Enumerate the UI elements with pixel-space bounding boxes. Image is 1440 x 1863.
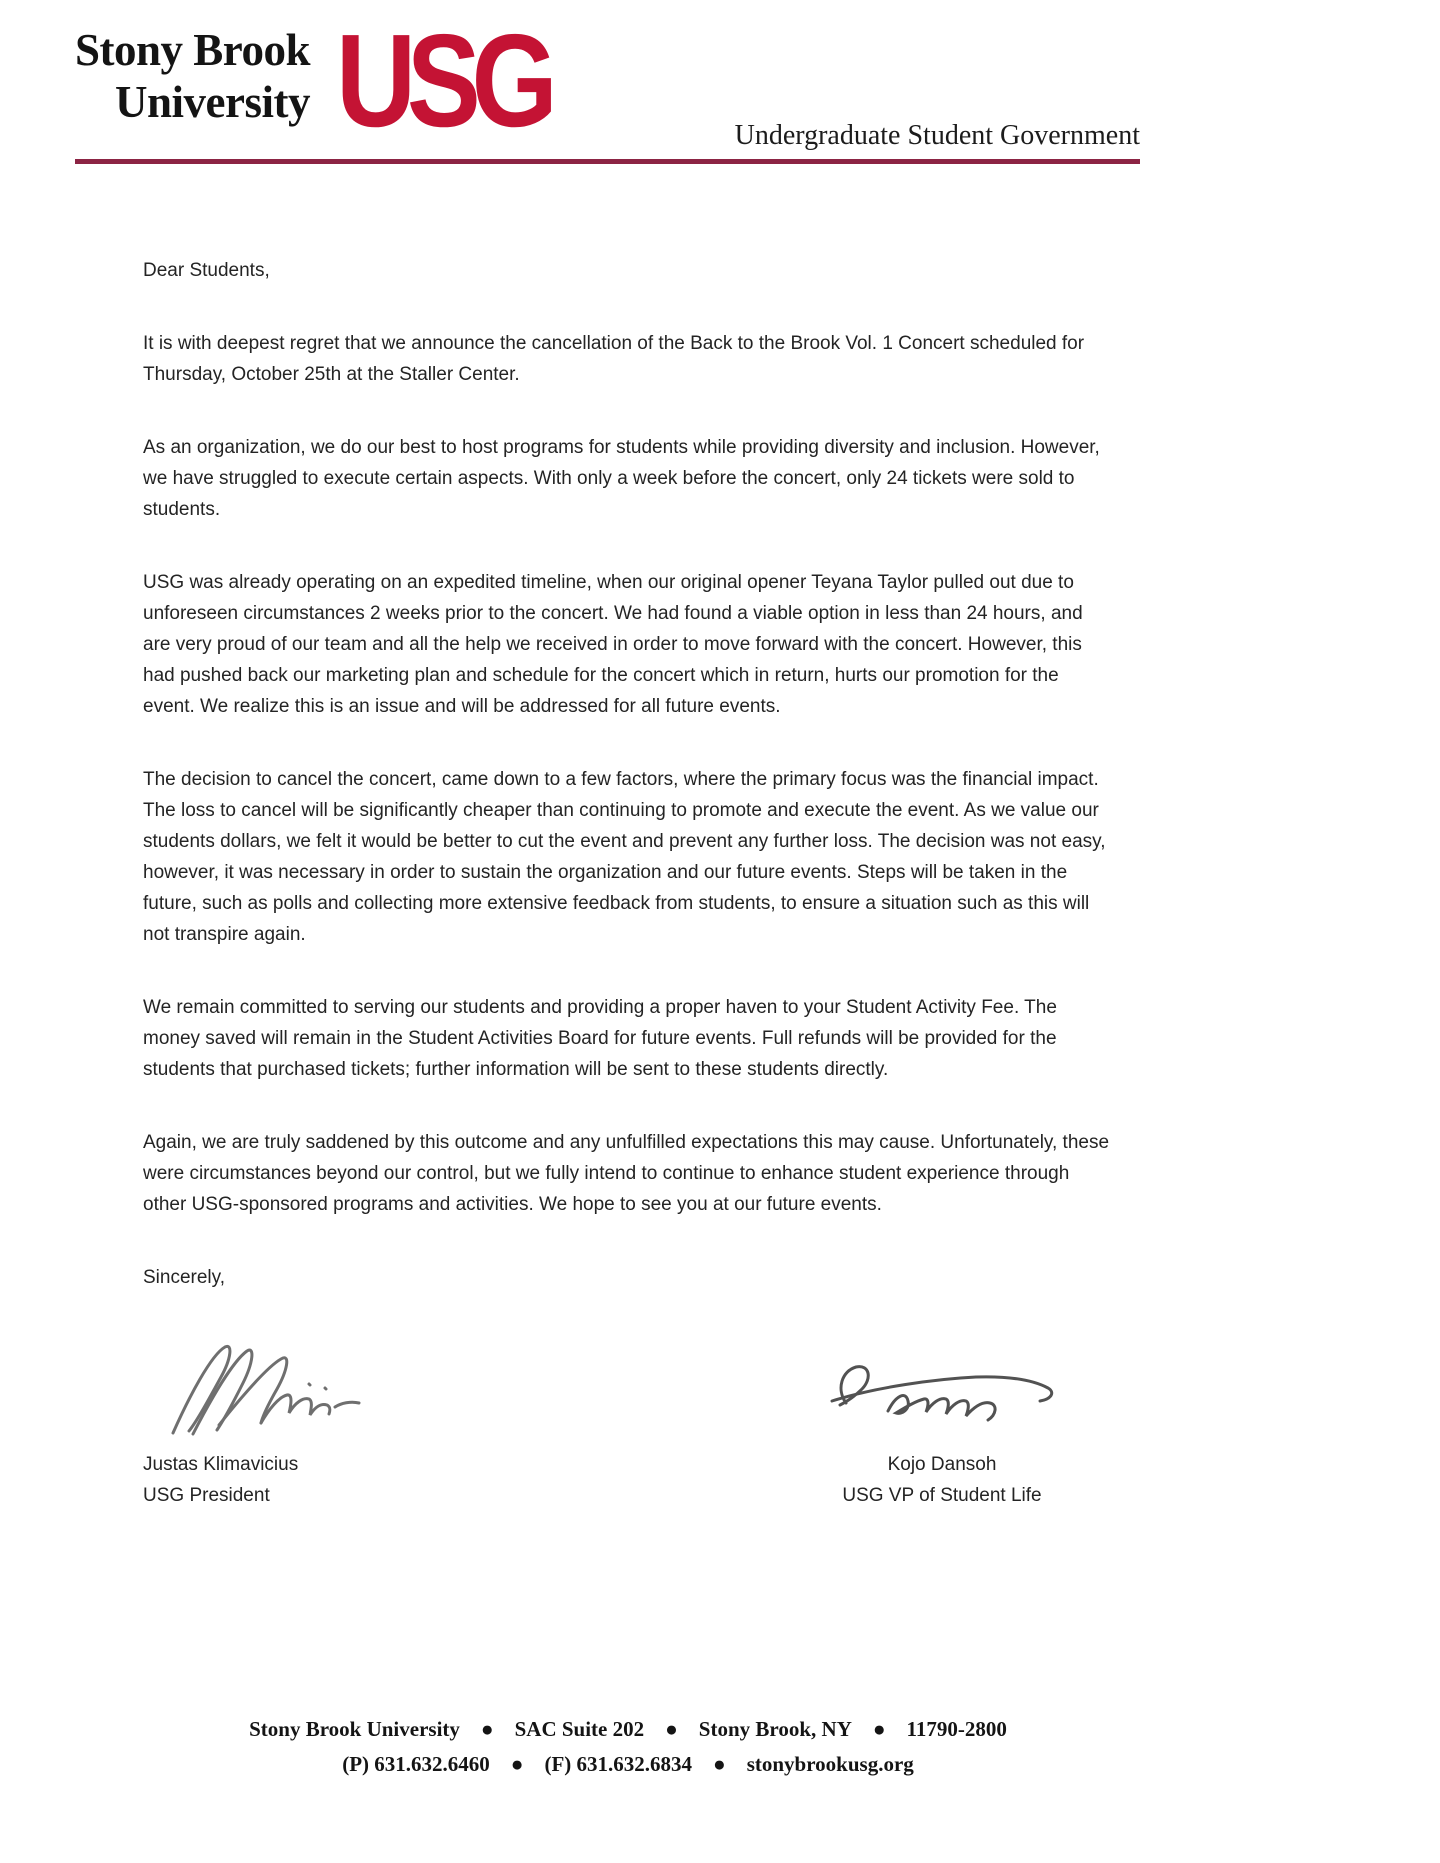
signer-name: Justas Klimavicius — [143, 1454, 299, 1475]
paragraph-4: The decision to cancel the concert, came down to a few factors, where the primary focus was the financial impact. The loss to cancel will be significantly cheaper than continuing to promote and execute the event. As we value our students dollars, we felt it would be better to cut the event and prevent any further loss. The decision was not easy, however, it was necessary in order to sustain the organization and our future events. Steps will be taken in the future, such as polls and collecting more extensive feedback from students, to ensure a situation such as this will not transpire again. — [143, 769, 1106, 945]
letter-footer — [143, 1712, 1113, 1782]
paragraph-2: As an organization, we do our best to host programs for students while providing diversity and inclusion. However, we have struggled to execute certain aspects. With only a week before the concert, only 24 tickets were sold to students. — [143, 437, 1100, 520]
wordmark-line2: University — [115, 77, 310, 127]
header-rule — [75, 159, 1140, 164]
signature-image-wrap — [826, 1321, 1058, 1449]
paragraph-6: Again, we are truly saddened by this outcome and any unfulfilled expectations this may cause. Unfortunately, these were circumstances beyond our control, but we fully intend to continue to enhance student experience through other USG-sponsored programs and activities. We hope to see you at our future events. — [143, 1132, 1110, 1215]
paragraph-1: It is with deepest regret that we announce the cancellation of the Back to the Brook Vol. 1 Concert scheduled for Thursday, October 25th at the Staller Center. — [143, 333, 1085, 385]
signer-title: USG President — [143, 1485, 270, 1506]
paragraph-3: USG was already operating on an expedited timeline, when our original opener Teyana Taylor pulled out due to unforeseen circumstances 2 weeks prior to the concert. We had found a viable option in less than 24 hours, and are very proud of our team and all the help we received in order to move forward with the concert. However, this had pushed back our marketing plan and schedule for the concert which in return, hurts our promotion for the event. We realize this is an issue and will be addressed for all future events. — [143, 572, 1083, 717]
usg-logo: USG — [336, 7, 549, 154]
paragraph-5: We remain committed to serving our students and providing a proper haven to your Student Activity Fee. The money saved will remain in the Student Activities Board for future events. Full refunds will be provided for the students that purchased tickets; further information will be sent to these students directly. — [143, 997, 1057, 1080]
signature-block-president — [143, 1321, 369, 1511]
letterhead — [75, 7, 1140, 164]
wordmark-line1: Stony Brook — [75, 25, 310, 75]
closing: Sincerely, — [143, 1267, 226, 1288]
signature-kojo-dansoh — [826, 1357, 1058, 1437]
signer-title: USG VP of Student Life — [842, 1485, 1042, 1506]
footer-address-line: Stony Brook University ● SAC Suite 202 ● Stony Brook, NY ● 11790-2800 — [249, 1717, 1007, 1741]
stony-brook-wordmark — [75, 24, 310, 128]
footer-contact-line: (P) 631.632.6460 ● (F) 631.632.6834 ● stonybrookusg.org — [342, 1752, 914, 1776]
signature-image-wrap — [143, 1321, 369, 1449]
salutation: Dear Students, — [143, 260, 270, 281]
signer-name: Kojo Dansoh — [887, 1454, 997, 1475]
letter-body — [143, 255, 1113, 1511]
org-name: Undergraduate Student Government — [734, 120, 1140, 151]
signature-block-vp — [826, 1321, 1058, 1511]
signature-justas-klimavicius — [159, 1337, 369, 1449]
signature-row — [143, 1321, 1113, 1511]
